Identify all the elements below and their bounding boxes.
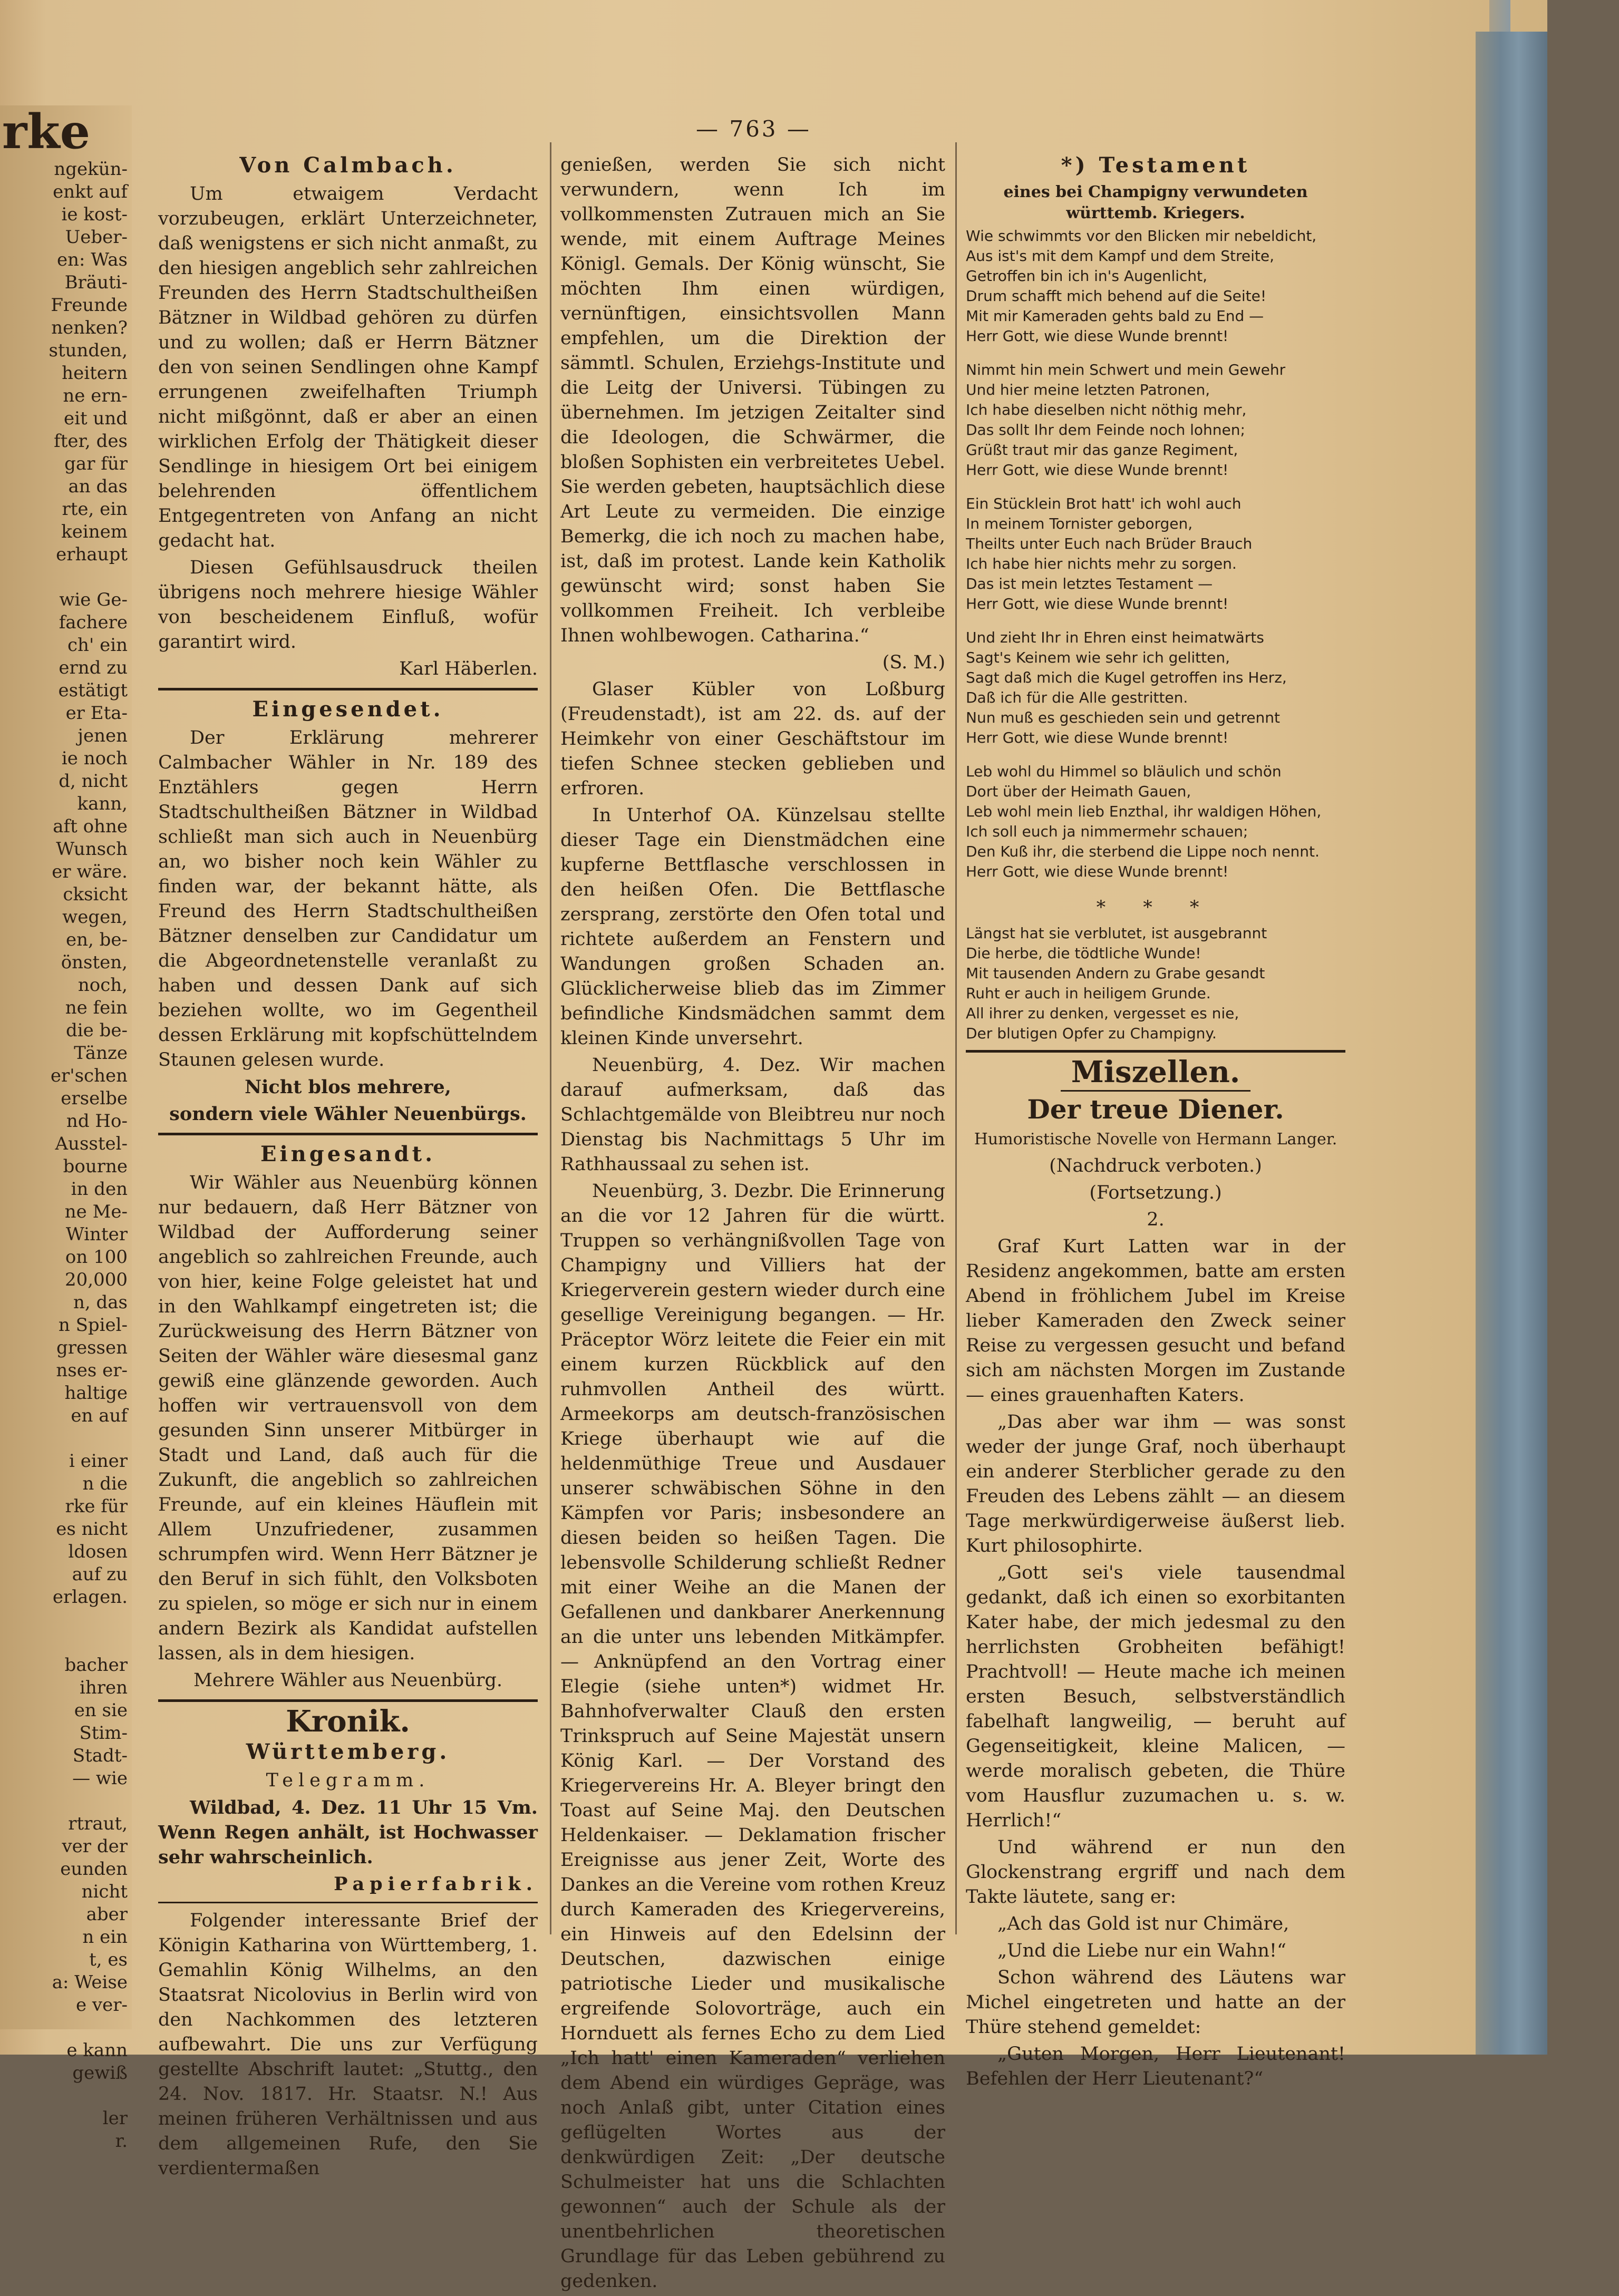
prev-column-line: wie Ge- xyxy=(59,589,128,610)
poem-line: Die herbe, die tödtliche Wunde! xyxy=(966,945,1201,962)
eingesendet-signature-2: sondern viele Wähler Neuenbürgs. xyxy=(169,1103,527,1125)
prev-column-line: ihren xyxy=(79,1677,128,1698)
poem-line: Nimmt hin mein Schwert und mein Gewehr xyxy=(966,361,1286,378)
prev-column-line: n Spiel- xyxy=(58,1315,128,1336)
novel-verse: „Ach das Gold ist nur Chimäre, xyxy=(997,1913,1290,1934)
prev-column-line: nenken? xyxy=(51,317,128,338)
eingesandt-title: Eingesandt. xyxy=(260,1142,436,1166)
poem-line: Sagt daß mich die Kugel getroffen ins Herz, xyxy=(966,669,1287,686)
prev-column-line: bacher xyxy=(64,1655,128,1676)
prev-column-line xyxy=(0,2017,132,2039)
poem-line: Ich habe hier nichts mehr zu sorgen. xyxy=(966,555,1237,572)
prev-column-line: ie noch xyxy=(61,748,128,769)
poem-line: Leb wohl mein lieb Enzthal, ihr waldigen Höhen, xyxy=(966,803,1322,820)
column-2 xyxy=(560,153,945,2296)
prev-column-line: d, nicht xyxy=(59,771,128,792)
poem-stanza xyxy=(966,762,1345,882)
column-divider xyxy=(550,142,551,1934)
poem-line: Längst hat sie verblutet, ist ausgebrannt xyxy=(966,925,1267,942)
prev-column-line: wegen, xyxy=(62,907,128,928)
novel-chapter: 2. xyxy=(1147,1209,1165,1230)
poem-line: Sagt's Keinem wie sehr ich gelitten, xyxy=(966,649,1230,666)
prev-column-line: aft ohne xyxy=(53,816,128,837)
prev-column-line: en: Was xyxy=(57,249,128,270)
prev-column-line: an das xyxy=(68,476,128,497)
prev-column-line: kann, xyxy=(77,793,128,814)
prev-column-line: ngekün- xyxy=(54,159,128,180)
poem-closing-stanza xyxy=(966,923,1345,1044)
poem-testament xyxy=(966,226,1345,882)
prev-column-line: ne ern- xyxy=(63,385,128,406)
column-divider xyxy=(955,142,957,1934)
novel-paragraph: Graf Kurt Latten war in der Residenz angekommen, batte am ersten Abend in fröhlichem Jubel im Kreise lieber Kameraden den Zweck seiner Reise zu vergessen gesucht und befand sich am nächsten Morgen im Zustande — eines grauenhaften Katers. xyxy=(966,1236,1345,1406)
prev-column-line: e ver- xyxy=(76,1995,128,2016)
prev-column-line: rke für xyxy=(65,1496,128,1517)
telegramm-signature: Papierfabrik. xyxy=(334,1873,538,1895)
eingesendet-title: Eingesendet. xyxy=(252,697,444,722)
prev-column-line: — wie xyxy=(72,1768,128,1789)
prev-column-line: gar für xyxy=(64,453,128,474)
prev-column-line: erlagen. xyxy=(52,1587,128,1608)
poem-stanza xyxy=(966,226,1345,346)
prev-column-line: Stim- xyxy=(79,1723,128,1744)
prev-column-line: erselbe xyxy=(61,1088,128,1109)
prev-heading: rke xyxy=(2,104,91,160)
prev-column-line xyxy=(0,1631,132,1654)
poem-line: Grüßt traut mir das ganze Regiment, xyxy=(966,441,1238,459)
prev-column-line: r. xyxy=(115,2130,128,2152)
prev-column-line: on 100 xyxy=(65,1247,128,1268)
prev-column-line: en, be- xyxy=(65,929,128,950)
novel-title: Der treue Diener. xyxy=(1027,1094,1284,1125)
poem-stanza xyxy=(966,494,1345,614)
eingesandt-signature: Mehrere Wähler aus Neuenbürg. xyxy=(193,1670,503,1691)
prev-column-line: ne fein xyxy=(65,997,128,1018)
prev-column-line: Tänze xyxy=(74,1043,128,1064)
prev-column-line: önsten, xyxy=(61,952,128,973)
prev-column-line: n ein xyxy=(82,1927,128,1948)
novel-paragraph: Und während er nun den Glockenstrang ergriff und nach dem Takte läutete, sang er: xyxy=(966,1837,1345,1908)
novel-note-continued: (Fortsetzung.) xyxy=(1089,1182,1222,1203)
prev-column-lines xyxy=(0,158,132,2153)
calmbach-text-2: Diesen Gefühlsausdruck theilen übrigens noch mehrere hiesige Wähler von bescheidenem Einfluß, wofür garantirt wird. xyxy=(158,557,538,653)
prev-column-line: noch, xyxy=(77,975,128,996)
eingesandt-text: Wir Wähler aus Neuenbürg können nur bedauern, daß Herr Bätzner von Wildbad der Aufforderung seiner angeblich so zahlreichen Freunde, auch von hier, keine Folge geleistet hat und in den Wahlkampf eingetreten ist; die Zurückweisung des Herrn Bätzner von Seiten der Wähler wäre diesesmal ganz gewiß eine glänzende geworden. Auch hoffen wir vertrauensvoll von dem gesunden Sinn unserer Mitbürger in Stadt und Land, daß auch für die Zukunft, die angeblich so zahlreichen Freunde, auf ein kleines Häuflein mit Allem Unzufriedener, zusammen schrumpfen wird. Wenn Herr Bätzner je den Beruf in sich fühlt, den Volksboten zu spielen, so möge er sich nur in einem andern Bezirk als Kandidat aufstellen lassen, als in dem hiesigen. xyxy=(158,1172,538,1664)
prev-column-line: e kann xyxy=(66,2040,128,2061)
prev-column-line: Ueber- xyxy=(65,227,128,248)
poem-subtitle: eines bei Champigny verwundeten württemb. Kriegers. xyxy=(1003,183,1308,222)
prev-column-line: n, das xyxy=(73,1292,128,1313)
poem-line: Herr Gott, wie diese Wunde brennt! xyxy=(966,327,1229,345)
prev-column-line: n die xyxy=(82,1473,128,1494)
prev-column-line: a: Weise xyxy=(52,1972,128,1993)
eingesendet-signature-1: Nicht blos mehrere, xyxy=(245,1076,451,1098)
prev-column-line: en sie xyxy=(74,1700,128,1721)
poem-line: Herr Gott, wie diese Wunde brennt! xyxy=(966,461,1229,479)
prev-column-line: auf zu xyxy=(72,1564,128,1585)
prev-column-line: t, es xyxy=(89,1949,128,1970)
poem-line: Theilts unter Euch nach Brüder Brauch xyxy=(966,535,1253,552)
calmbach-signature: Karl Häberlen. xyxy=(399,658,538,679)
novel-note-reprint: (Nachdruck verboten.) xyxy=(1049,1155,1262,1176)
poem-title: *) Testament xyxy=(1061,153,1250,178)
divider xyxy=(158,1902,538,1903)
prev-column-line: fachere xyxy=(59,612,128,633)
divider xyxy=(158,1699,538,1702)
column-1 xyxy=(158,153,538,2183)
prev-column-line xyxy=(0,1427,132,1450)
prev-column-line: er'schen xyxy=(50,1065,128,1086)
poem-line: Mit mir Kameraden gehts bald zu End — xyxy=(966,307,1264,325)
prev-column-line: in den xyxy=(71,1179,128,1200)
prev-column-line: 20,000 xyxy=(65,1269,128,1290)
prev-column-line: ch' ein xyxy=(67,635,128,656)
poem-line: Mit tausenden Andern zu Grabe gesandt xyxy=(966,965,1265,982)
novel-paragraph: „Das aber war ihm — was sonst weder der junge Graf, noch überhaupt ein anderer Sterblicher gerade zu den Freuden des Lebens zählt — an diesem Tage merkwürdigerweise äußerst lieb. Kurt philosophirte. xyxy=(966,1412,1345,1556)
brief-text: Folgender interessante Brief der Königin Katharina von Württemberg, 1. Gemahlin König Wilhelms, an den Staatsrat Nicolovius in Berlin wird von den Nachkommen des letzteren aufbewahrt. Die uns zur Verfügung gestellte Abschrift lautet: „Stuttg., den 24. Nov. 1817. Hr. Staatsr. N.! Aus meinen früheren Verhältnissen und aus dem allgemeinen Rufe, den Sie verdientermaßen xyxy=(158,1910,538,2179)
prev-column-line: Freunde xyxy=(51,295,128,316)
prev-column-line: gressen xyxy=(56,1337,128,1358)
poem-stanza xyxy=(966,360,1345,480)
poem-line: Herr Gott, wie diese Wunde brennt! xyxy=(966,863,1229,880)
poem-line: All ihrer zu denken, vergesset es nie, xyxy=(966,1005,1239,1022)
miszellen-title: Miszellen. xyxy=(1071,1055,1240,1089)
poem-line: Herr Gott, wie diese Wunde brennt! xyxy=(966,595,1229,612)
prev-column-line: Winter xyxy=(65,1224,128,1245)
prev-column-line: er wäre. xyxy=(52,861,128,882)
novel-paragraph: „Guten Morgen, Herr Lieutenant! Befehlen der Herr Lieutenant?“ xyxy=(966,2044,1345,2089)
prev-column-line: heitern xyxy=(62,363,128,384)
prev-column-line: aber xyxy=(86,1904,128,1925)
poem-line: Getroffen bin ich in's Augenlicht, xyxy=(966,267,1208,285)
poem-line: Herr Gott, wie diese Wunde brennt! xyxy=(966,729,1229,746)
poem-line: Ich habe dieselben nicht nöthig mehr, xyxy=(966,401,1247,419)
calmbach-title: Von Calmbach. xyxy=(239,153,457,178)
poem-line: Aus ist's mit dem Kampf und dem Streite, xyxy=(966,247,1274,265)
neuenbuerg-schlachtgemaelde-text: Neuenbürg, 4. Dez. Wir machen darauf aufmerksam, daß das Schlachtgemälde von Bleibtreu nur noch Dienstag bis Nachmittags 5 Uhr im Rathhaussaal zu sehen ist. xyxy=(560,1055,945,1175)
prev-column-line: cksicht xyxy=(63,884,128,905)
prev-column-line: eunden xyxy=(60,1859,128,1880)
poem-stars: * * * xyxy=(1096,897,1215,918)
prev-column-line: jenen xyxy=(77,725,128,746)
prev-column-line: ernd zu xyxy=(59,657,128,678)
novel-paragraph: Schon während des Läutens war Michel eingetreten und hatte an der Thüre stehend gemeldet: xyxy=(966,1967,1345,2038)
divider xyxy=(158,688,538,690)
prev-column-line: ie kost- xyxy=(61,204,128,225)
novel-subtitle: Humoristische Novelle von Hermann Langer. xyxy=(974,1130,1337,1149)
prev-column-line: nd Ho- xyxy=(66,1111,128,1132)
calmbach-text: Um etwaigem Verdacht vorzubeugen, erklärt Unterzeichneter, daß wenigstens er sich nicht anmaßt, zu den hiesigen angeblich sehr zahlreichen Freunden des Herrn Stadtschultheißen Bätzner in Wildbad gehören zu dürfen und zu wollen; daß er Herrn Bätzner den von seinen Sendlingen ohne Kampf errungenen zweifelhaften Triumph nicht mißgönnt, daß er aber an einen wirklichen Erfolg der Thätigkeit dieser Sendlinge in hiesigem Ort bei einigem belehrenden öffentlichem Entgegentreten von Anfang an nicht gedacht hat. xyxy=(158,183,538,551)
neuenbuerg-champigny-text: Neuenbürg, 3. Dezbr. Die Erinnerung an die vor 12 Jahren für die württ. Truppen so verhängnißvollen Tage von Champigny und Villiers hat der Kriegerverein gestern wieder durch eine gesellige Vereinigung begangen. — Hr. Präceptor Wörz leitete die Feier ein mit einem kurzen Rückblick auf den ruhmvollen Antheil des württ. Armeekorps am deutsch-französischen Kriege überhaupt wie auf die heldenmüthige Treue und Ausdauer unserer schwäbischen Söhne in den Kämpfen vor Paris; insbesondere an diesen beiden so heißen Tagen. Die lebensvolle Schilderung schließt Redner mit einer Weihe an die Manen der Gefallenen und dankbarer Anerkennung an die unter uns lebenden Mitkämpfer. — Anknüpfend an den Vortrag einer Elegie (siehe unten*) widmet Hr. Bahnhofverwalter Clauß den ersten Trinkspruch auf Seine Majestät unsern König Karl. — Der Vorstand des Kriegervereins Hr. A. Bleyer bringt den Toast auf Seine Maj. den Deutschen Heldenkaiser. — Deklamation frischer Ereignisse aus jener Zeit, Worte des Dankes an die Vereine vom rothen Kreuz durch Kameraden des Kriegervereins, ein Hinweis auf den Edelsinn der Deutschen, dazwischen einige patriotische Lieder und musikalische ergreifende Solovorträge, auch ein Hornduett als fernes Echo zu dem Lied „Ich hatt' einen Kameraden“ verliehen dem Abend ein würdiges Gepräge, was noch Anlaß gibt, unter Citation eines geflügelten Wortes aus der denkwürdigen Zeit: „Der deutsche Schulmeister hat uns die Schlachten gewonnen“ auch der Schule als der unentbehrlichen theoretischen Grundlage für das Leben gebührend zu gedenken. xyxy=(560,1181,945,2292)
prev-column-line: estätigt xyxy=(58,680,128,701)
prev-column-line: stunden, xyxy=(49,340,128,361)
wuerttemberg-title: Württemberg. xyxy=(246,1739,450,1764)
prev-column-line: fter, des xyxy=(54,431,128,452)
prev-column-line: rtraut, xyxy=(68,1813,128,1834)
novel-verse: „Und die Liebe nur ein Wahn!“ xyxy=(997,1940,1286,1961)
divider xyxy=(1061,1090,1250,1092)
prev-column-line: rte, ein xyxy=(62,499,128,520)
unterhof-text: In Unterhof OA. Künzelsau stellte dieser Tage ein Dienstmädchen eine kupferne Bettflasche verschlossen in den heißen Ofen. Die Bettflasche zersprang, zerstörte den Ofen total und richtete außerdem an Fenstern und Wandungen großen Schaden an. Glücklicherweise blieb das im Zimmer befindliche Kindsmädchen sammt dem kleinen Kinde unversehrt. xyxy=(560,805,945,1049)
prev-column-line: nses er- xyxy=(56,1360,128,1381)
poem-line: In meinem Tornister geborgen, xyxy=(966,515,1193,532)
prev-column-line xyxy=(0,2085,132,2107)
prev-column-line: ne Me- xyxy=(64,1201,128,1222)
prev-column-line: Stadt- xyxy=(72,1745,128,1766)
poem-line: Der blutigen Opfer zu Champigny. xyxy=(966,1025,1217,1042)
book-cover-edge xyxy=(1476,32,1547,2055)
poem-line: Das ist mein letztes Testament — xyxy=(966,575,1213,592)
poem-line: Daß ich für die Alle gestritten. xyxy=(966,689,1188,706)
prev-column-line: en auf xyxy=(71,1405,128,1426)
poem-line: Ich soll euch ja nimmermehr schauen; xyxy=(966,823,1248,840)
poem-line: Wie schwimmts vor den Blicken mir nebeldicht, xyxy=(966,227,1317,245)
prev-column-line: Wunsch xyxy=(56,839,128,860)
poem-line: Das sollt Ihr dem Feinde noch lohnen; xyxy=(966,421,1245,439)
prev-column-line: erhaupt xyxy=(56,544,128,565)
poem-line: Ein Stücklein Brot hatt' ich wohl auch xyxy=(966,495,1242,512)
poem-line: Nun muß es geschieden sein und getrennt xyxy=(966,709,1280,726)
glaser-text: Glaser Kübler von Loßburg (Freudenstadt), ist am 22. ds. auf der Heimkehr von einer Geschäftstour im tiefen Schnee stecken geblieben und erfroren. xyxy=(560,679,945,799)
prev-column-line: die be- xyxy=(66,1020,128,1041)
novel-paragraph: „Gott sei's viele tausendmal gedankt, daß ich einen so exorbitanten Kater habe, der mich jedesmal zu den herrlichsten Grobheiten befähigt! Prachtvoll! — Heute mache ich meinen ersten Besuch, selbstverständlich fabelhaft langweilig, — beruht auf Gegenseitigkeit, kleine Malicen, — werde moralisch gebeten, die Thüre vom Hausflur zuzumachen u. s. w. Herrlich!“ xyxy=(966,1562,1345,1831)
prev-column-line: Bräuti- xyxy=(64,272,128,293)
poem-line: Dort über der Heimath Gauen, xyxy=(966,783,1191,800)
prev-column-line: gewiß xyxy=(72,2062,128,2084)
prev-column-line: keinem xyxy=(61,521,128,542)
telegramm-title: Telegramm. xyxy=(266,1770,430,1791)
prev-column-line: bourne xyxy=(63,1156,128,1177)
prev-column-line: es nicht xyxy=(56,1519,128,1540)
poem-line: Ruht er auch in heiligem Grunde. xyxy=(966,985,1211,1002)
prev-column-line: ldosen xyxy=(68,1541,128,1562)
column-3 xyxy=(966,153,1345,2094)
prev-column-line: eit und xyxy=(63,408,128,429)
brief-continuation: genießen, werden Sie sich nicht verwundern, wenn Ich im vollkommensten Zutrauen mich an Sie wende, mit einem Auftrage Meines Königl. Gemals. Der König wünscht, Sie möchten Ihm einen würdigen, vernünftigen, einsichtsvollen Mann empfehlen, um die Direktion der sämmtl. Schulen, Erziehgs-Institute und die Leitg der Universi. Tübingen zu übernehmen. Im jetzigen Zeitalter sind die Ideologen, die Schwärmer, die bloßen Sophisten ein verbreitetes Uebel. Sie werden gebeten, hauptsächlich diese Art Leute zu vermeiden. Die einzige Bemerkg, die ich noch zu machen habe, ist, daß im protest. Lande kein Katholik gewünscht wird; sonst haben Sie vollkommen Freiheit. Ich verbleibe Ihnen wohlbewogen. Catharina.“ xyxy=(560,154,945,646)
divider xyxy=(158,1133,538,1135)
poem-line: Und zieht Ihr in Ehren einst heimatwärts xyxy=(966,629,1264,646)
prev-column-line: ver der xyxy=(62,1836,128,1857)
prev-column-line: haltige xyxy=(64,1383,128,1404)
prev-column-line: i einer xyxy=(69,1451,128,1472)
prev-column-line xyxy=(0,566,132,589)
page-number: — 763 — xyxy=(696,116,811,142)
prev-column-line: nicht xyxy=(81,1881,128,1902)
eingesendet-text: Der Erklärung mehrerer Calmbacher Wähler in Nr. 189 des Enztählers gegen Herrn Stadtschultheißen Bätzner in Wildbad schließt man sich auch in Neuenbürg an, wo bisher noch kein Wähler zu finden war, der bekannt hätte, als Freund des Herrn Stadtschultheißen Bätzner denselben zur Candidatur um die Abgeordnetenstelle veranlaßt zu haben und dessen Dank auf sich beziehen wollte, wo im Gegentheil dessen Erklärung mit kopfschüttelndem Staunen gelesen wurde. xyxy=(158,727,538,1071)
poem-line: Drum schafft mich behend auf die Seite! xyxy=(966,287,1267,305)
prev-column-line xyxy=(0,1609,132,1631)
prev-column-line: Ausstel- xyxy=(55,1133,128,1154)
prev-column-line: enkt auf xyxy=(53,181,128,202)
telegramm-text: Wildbad, 4. Dez. 11 Uhr 15 Vm. Wenn Regen anhält, ist Hochwasser sehr wahrscheinlich. xyxy=(158,1797,538,1868)
prev-column-line xyxy=(0,1790,132,1813)
prev-column-line: ler xyxy=(102,2108,128,2129)
brief-signature: (S. M.) xyxy=(882,652,945,673)
poem-line: Leb wohl du Himmel so bläulich und schön xyxy=(966,763,1282,780)
poem-stanza xyxy=(966,628,1345,748)
poem-line: Und hier meine letzten Patronen, xyxy=(966,381,1210,398)
previous-page-column xyxy=(0,104,132,2152)
divider xyxy=(966,1050,1345,1053)
kronik-title: Kronik. xyxy=(286,1704,410,1739)
prev-column-line: er Eta- xyxy=(65,703,128,724)
poem-line: Den Kuß ihr, die sterbend die Lippe noch nennt. xyxy=(966,843,1320,860)
